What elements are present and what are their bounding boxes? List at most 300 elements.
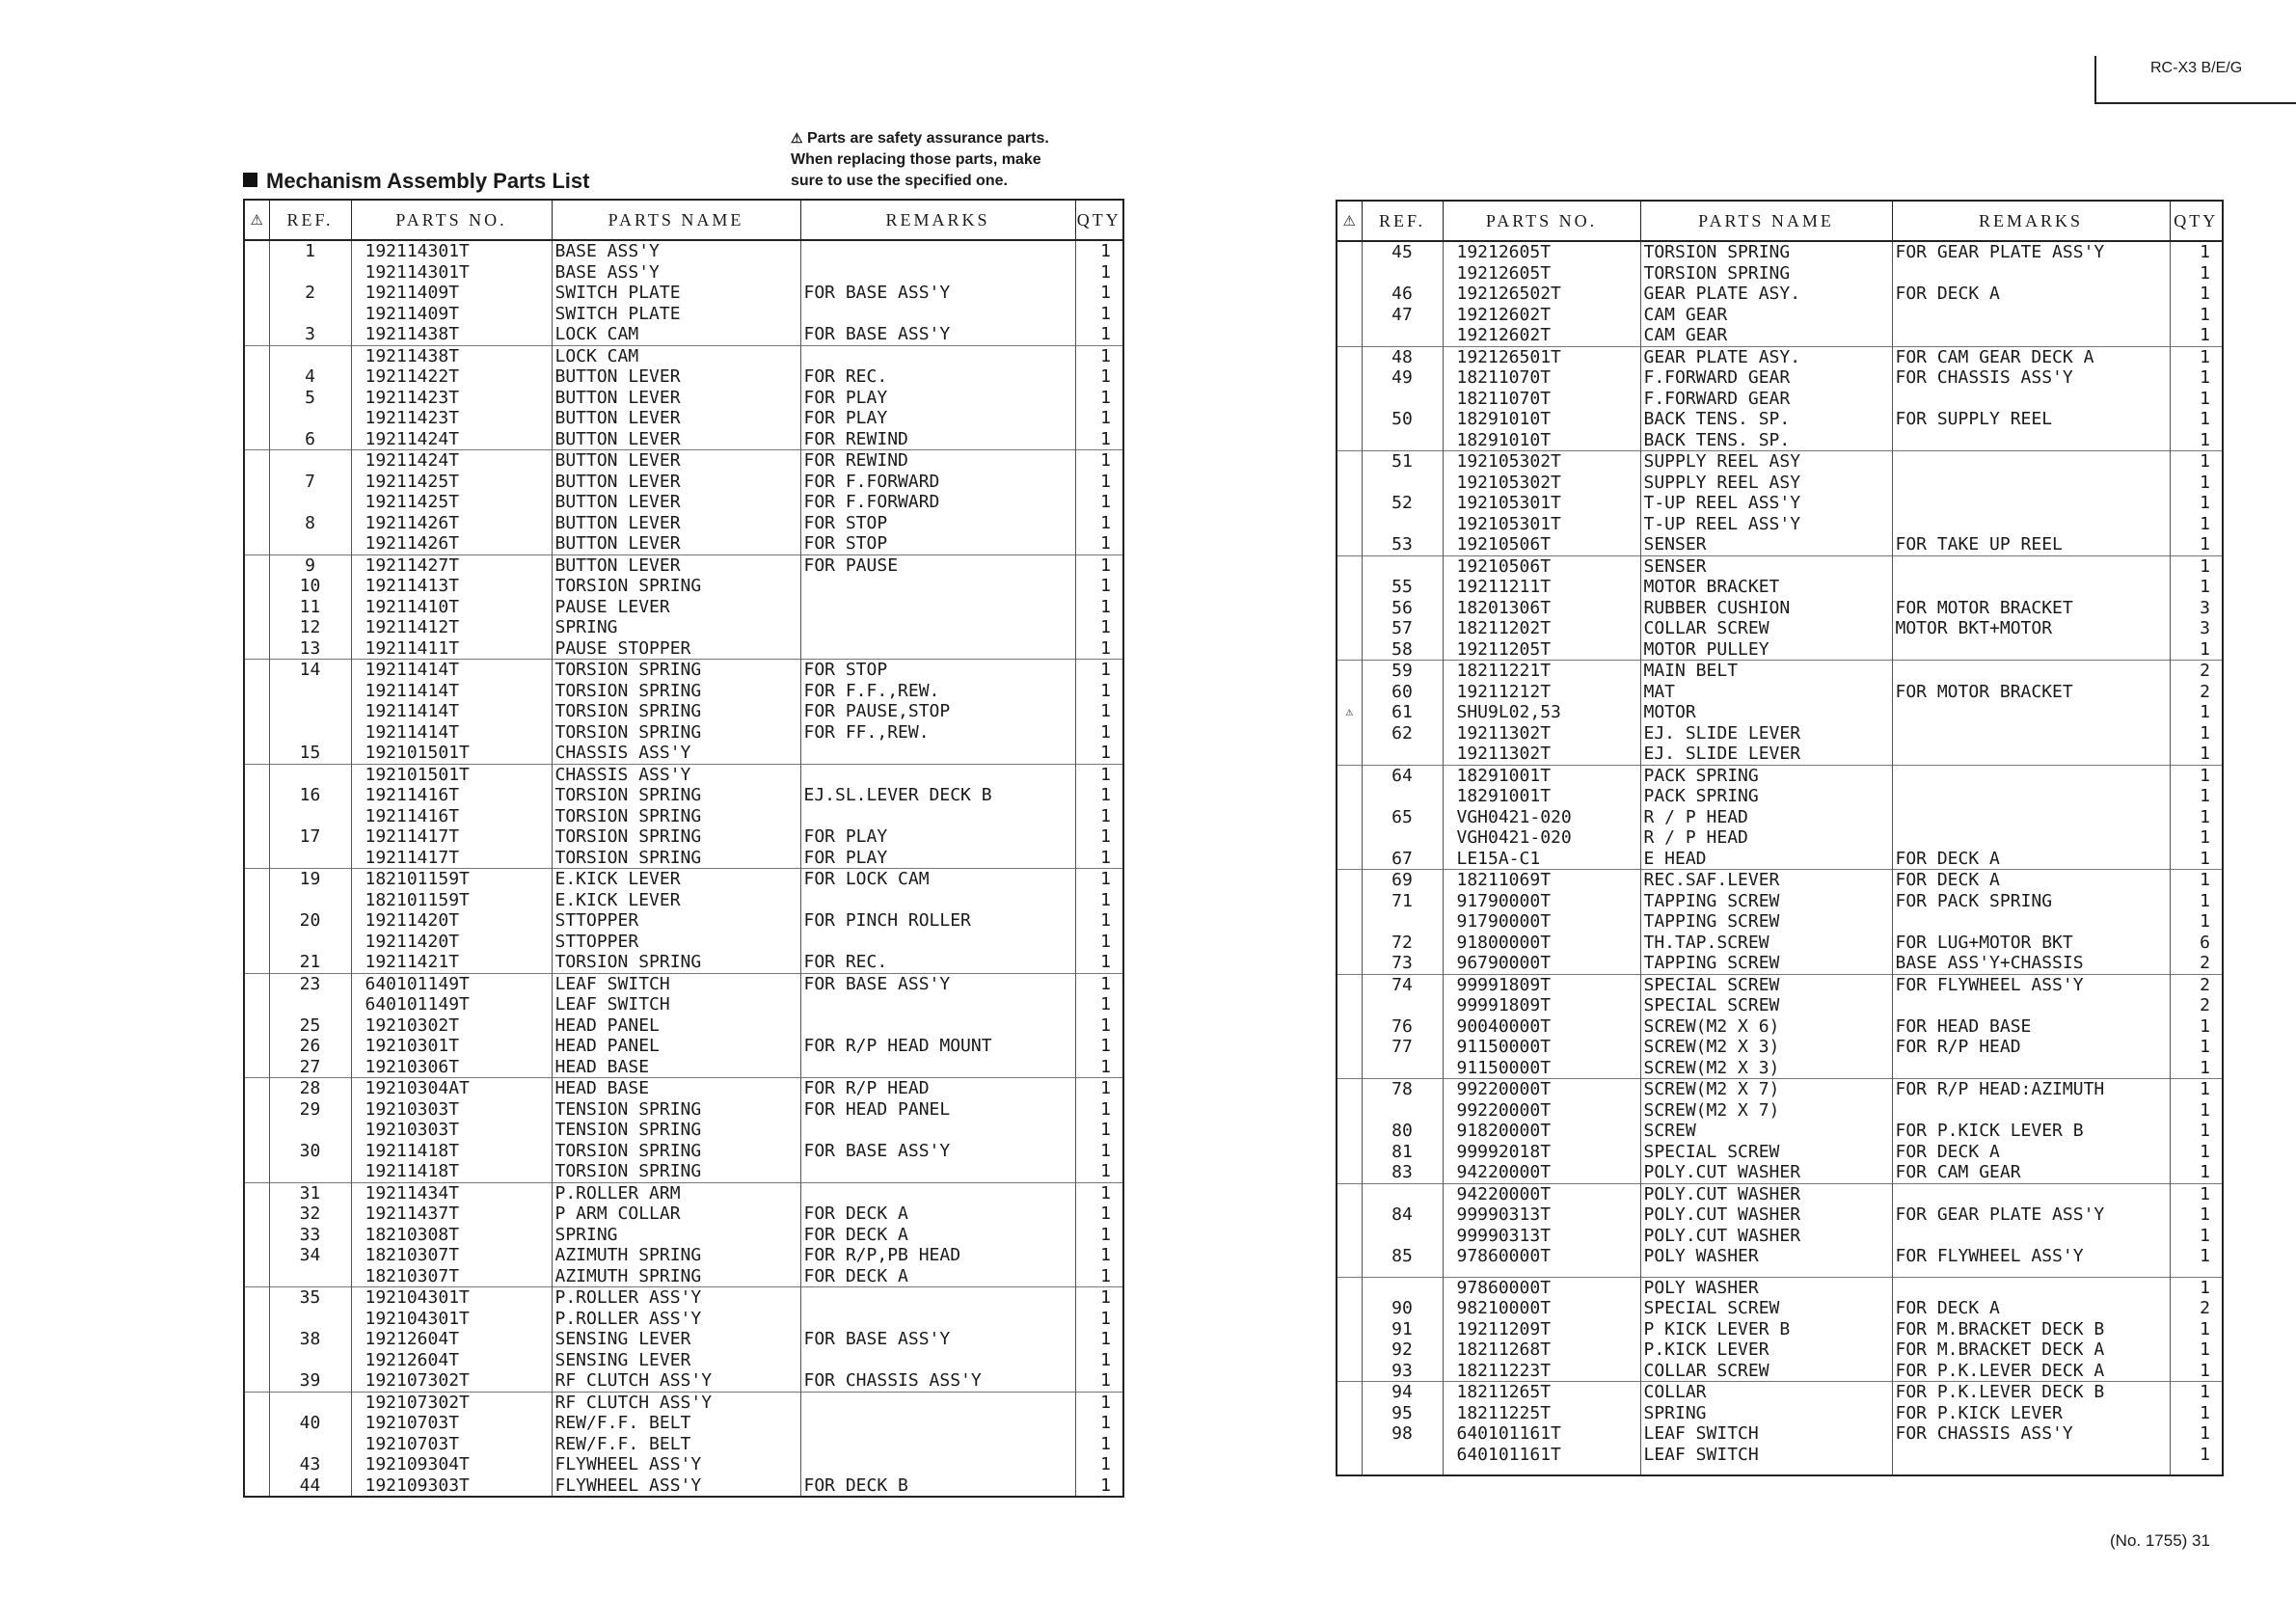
qty-cell: 1 [2170,1142,2223,1163]
qty-cell: 1 [1075,429,1123,450]
qty-cell: 1 [1075,932,1123,953]
parts-name-cell: CHASSIS ASS'Y [552,743,800,764]
remarks-cell [1892,555,2170,577]
ref-cell: 76 [1362,1016,1443,1038]
warning-cell [1337,786,1362,807]
ref-cell: 34 [269,1245,351,1266]
parts-no-cell: 192107302T [351,1392,552,1413]
table-row [1337,661,2223,682]
remarks-cell: FOR MOTOR BRACKET [1892,598,2170,619]
parts-no-cell: 19211414T [351,660,552,681]
ref-cell [269,848,351,869]
table-row [1337,430,2223,451]
qty-cell: 1 [1075,345,1123,366]
spacer-cell [1892,1267,2170,1278]
qty-cell: 1 [2170,534,2223,555]
parts-no-cell: 192105301T [1443,514,1640,535]
remarks-cell [800,1161,1075,1182]
table-row [1337,995,2223,1016]
parts-no-cell: 182101159T [351,869,552,890]
section-title-text: Mechanism Assembly Parts List [266,169,590,193]
table-row [1337,827,2223,849]
qty-cell: 1 [2170,702,2223,723]
parts-no-cell: 19211420T [351,910,552,932]
warning-cell [1337,430,1362,451]
parts-no-cell: 19211438T [351,324,552,345]
parts-no-cell: 19210302T [351,1015,552,1037]
parts-no-cell: 192107302T [351,1370,552,1392]
parts-no-cell: 97860000T [1443,1246,1640,1267]
parts-name-cell: F.FORWARD GEAR [1640,367,1892,389]
parts-name-cell: TORSION SPRING [552,701,800,722]
remarks-cell: FOR R/P HEAD:AZIMUTH [1892,1079,2170,1100]
warning-cell [244,1078,269,1099]
parts-name-cell: CHASSIS ASS'Y [552,764,800,785]
qty-cell: 1 [2170,473,2223,494]
qty-cell: 3 [2170,598,2223,619]
ref-cell: 48 [1362,346,1443,367]
parts-name-cell: BACK TENS. SP. [1640,430,1892,451]
remarks-cell [1892,263,2170,284]
qty-cell: 1 [1075,576,1123,597]
remarks-cell: FOR FLYWHEEL ASS'Y [1892,974,2170,995]
qty-cell: 1 [1075,869,1123,890]
parts-no-cell: 192126501T [1443,346,1640,367]
table-row [244,1392,1123,1413]
qty-cell: 1 [2170,786,2223,807]
parts-no-cell: 192104301T [351,1287,552,1309]
warning-cell [1337,1226,1362,1247]
table-row [244,533,1123,555]
qty-cell: 2 [2170,1298,2223,1319]
ref-cell: 1 [269,240,351,262]
table-row [244,1204,1123,1225]
remarks-cell [1892,514,2170,535]
remarks-cell [1892,473,2170,494]
spacer-cell [2170,1267,2223,1278]
table-row [244,660,1123,681]
ref-cell [1362,514,1443,535]
qty-cell: 2 [2170,661,2223,682]
remarks-cell: FOR F.F.,REW. [800,681,1075,702]
ref-cell: 83 [1362,1162,1443,1183]
ref-cell [1362,263,1443,284]
col-ref-header: REF. [269,200,351,240]
parts-name-cell: BASE ASS'Y [552,240,800,262]
remarks-cell: FOR CHASSIS ASS'Y [1892,1423,2170,1445]
parts-no-cell: 19211418T [351,1141,552,1162]
parts-no-cell: 18211070T [1443,367,1640,389]
parts-name-cell: SCREW(M2 X 7) [1640,1079,1892,1100]
qty-cell: 1 [1075,408,1123,429]
remarks-cell: FOR PINCH ROLLER [800,910,1075,932]
parts-name-cell: MOTOR PULLEY [1640,639,1892,661]
table-row [1337,1079,2223,1100]
table-row [1337,1162,2223,1183]
parts-table-right-body [1337,241,2223,1475]
col-warning-header: ⚠ [1337,201,1362,241]
spacer-cell [1337,1465,1362,1475]
remarks-cell [1892,1058,2170,1079]
remarks-cell: FOR FF.,REW. [800,722,1075,744]
parts-no-cell: 19211212T [1443,682,1640,703]
ref-cell: 67 [1362,849,1443,870]
parts-name-cell: SENSER [1640,534,1892,555]
ref-cell: 4 [269,366,351,388]
warning-cell [1337,765,1362,786]
ref-cell [269,492,351,513]
parts-no-cell: 91820000T [1443,1121,1640,1142]
parts-name-cell: TENSION SPRING [552,1099,800,1121]
parts-name-cell: LEAF SWITCH [1640,1423,1892,1445]
parts-no-cell: 99991809T [1443,995,1640,1016]
warning-cell [1337,618,1362,639]
ref-cell [1362,827,1443,849]
remarks-cell: FOR REWIND [800,429,1075,450]
remarks-cell [1892,639,2170,661]
ref-cell: 40 [269,1413,351,1434]
warning-cell [244,1182,269,1204]
warning-cell [1337,1037,1362,1058]
remarks-cell: FOR BASE ASS'Y [800,1329,1075,1350]
remarks-cell [800,304,1075,325]
parts-no-cell: 18210307T [351,1266,552,1287]
parts-no-cell: 19211412T [351,617,552,638]
remarks-cell: FOR R/P HEAD MOUNT [800,1036,1075,1057]
table-row [1337,618,2223,639]
parts-no-cell: 91800000T [1443,933,1640,954]
parts-name-cell: POLY.CUT WASHER [1640,1183,1892,1204]
table-row [1337,744,2223,765]
parts-name-cell: PACK SPRING [1640,765,1892,786]
ref-cell: 77 [1362,1037,1443,1058]
qty-cell: 1 [1075,1141,1123,1162]
parts-name-cell: POLY.CUT WASHER [1640,1162,1892,1183]
parts-name-cell: POLY WASHER [1640,1277,1892,1298]
qty-cell: 1 [1075,826,1123,848]
qty-cell: 1 [1075,722,1123,744]
warning-cell [1337,1339,1362,1361]
remarks-cell: FOR PAUSE [800,555,1075,576]
parts-no-cell: 19211414T [351,681,552,702]
parts-name-cell: MAT [1640,682,1892,703]
parts-name-cell: BUTTON LEVER [552,408,800,429]
table-row [244,345,1123,366]
remarks-cell: FOR PLAY [800,848,1075,869]
remarks-cell [1892,911,2170,933]
parts-no-cell: 640101161T [1443,1423,1640,1445]
table-row [1337,1277,2223,1298]
table-row [244,1475,1123,1498]
qty-cell: 1 [1075,764,1123,785]
qty-cell: 1 [2170,1100,2223,1122]
ref-cell [1362,786,1443,807]
warning-cell [1337,849,1362,870]
warning-cell [244,1350,269,1371]
table-row [244,240,1123,262]
ref-cell: 32 [269,1204,351,1225]
table-row [244,910,1123,932]
remarks-cell [1892,744,2170,765]
header-rule-vertical [2094,56,2096,104]
table-row [1337,702,2223,723]
remarks-cell [1892,1100,2170,1122]
warning-cell [244,1370,269,1392]
ref-cell: 62 [1362,723,1443,744]
parts-name-cell: PACK SPRING [1640,786,1892,807]
remarks-cell: FOR GEAR PLATE ASS'Y [1892,241,2170,263]
ref-cell: 44 [269,1475,351,1498]
table-row [1337,1016,2223,1038]
warning-cell [244,848,269,869]
table-row [244,1413,1123,1434]
qty-cell: 1 [1075,1309,1123,1330]
ref-cell: 13 [269,638,351,660]
remarks-cell [1892,305,2170,326]
warning-cell [244,345,269,366]
ref-cell: 69 [1362,870,1443,891]
ref-cell: 94 [1362,1382,1443,1403]
table-row [1337,765,2223,786]
parts-name-cell: RF CLUTCH ASS'Y [552,1370,800,1392]
safety-note [791,127,1109,192]
parts-no-cell: 19211417T [351,848,552,869]
warning-cell [1337,534,1362,555]
warning-cell [244,973,269,994]
parts-name-cell: GEAR PLATE ASY. [1640,284,1892,305]
ref-cell: 71 [1362,891,1443,912]
parts-no-cell: 19210301T [351,1036,552,1057]
ref-cell: 80 [1362,1121,1443,1142]
col-parts-name-header: PARTS NAME [552,200,800,240]
qty-cell: 1 [2170,1361,2223,1382]
qty-cell: 1 [1075,701,1123,722]
warning-cell [1337,325,1362,346]
table-row [1337,1382,2223,1403]
table-row [244,388,1123,409]
remarks-cell: MOTOR BKT+MOTOR [1892,618,2170,639]
parts-name-cell: TORSION SPRING [552,1141,800,1162]
ref-cell: 55 [1362,577,1443,598]
parts-no-cell: 19211426T [351,533,552,555]
ref-cell: 95 [1362,1403,1443,1424]
parts-name-cell: TORSION SPRING [552,806,800,827]
warning-cell [1337,1142,1362,1163]
parts-no-cell: 19210304AT [351,1078,552,1099]
remarks-cell: FOR R/P HEAD [800,1078,1075,1099]
parts-name-cell: R / P HEAD [1640,827,1892,849]
parts-name-cell: BACK TENS. SP. [1640,409,1892,430]
table-row [244,1057,1123,1078]
ref-cell: 33 [269,1225,351,1246]
ref-cell: 26 [269,1036,351,1057]
remarks-cell: FOR F.FORWARD [800,492,1075,513]
warning-cell [244,429,269,450]
warning-cell [244,1392,269,1413]
table-row [1337,870,2223,891]
qty-cell: 1 [2170,807,2223,828]
qty-cell: 1 [2170,263,2223,284]
qty-cell: 1 [2170,1277,2223,1298]
qty-cell: 1 [2170,1121,2223,1142]
qty-cell: 1 [2170,870,2223,891]
ref-cell [269,764,351,785]
parts-no-cell: 19211418T [351,1161,552,1182]
warning-cell [1337,933,1362,954]
parts-no-cell: 192104301T [351,1309,552,1330]
qty-cell: 1 [1075,388,1123,409]
warning-cell [1337,891,1362,912]
warning-cell [244,826,269,848]
parts-name-cell: PAUSE LEVER [552,597,800,618]
remarks-cell: FOR REC. [800,952,1075,973]
table-row [244,1078,1123,1099]
parts-name-cell: BUTTON LEVER [552,472,800,493]
parts-name-cell: LOCK CAM [552,345,800,366]
table-row [244,932,1123,953]
ref-cell: 78 [1362,1079,1443,1100]
parts-name-cell: TORSION SPRING [552,826,800,848]
table-row [244,1370,1123,1392]
ref-cell [1362,744,1443,765]
parts-name-cell: P KICK LEVER B [1640,1319,1892,1340]
qty-cell: 1 [1075,304,1123,325]
table-row [244,826,1123,848]
qty-cell: 1 [2170,723,2223,744]
warning-cell [1337,367,1362,389]
ref-cell: 52 [1362,493,1443,514]
parts-no-cell: 19211302T [1443,744,1640,765]
remarks-cell: FOR PLAY [800,826,1075,848]
ref-cell: 73 [1362,953,1443,974]
remarks-cell: FOR P.KICK LEVER B [1892,1121,2170,1142]
ref-cell: 60 [1362,682,1443,703]
qty-cell: 1 [2170,1226,2223,1247]
qty-cell: 1 [2170,493,2223,514]
warning-cell [244,597,269,618]
parts-no-cell: 19211416T [351,785,552,806]
safety-note-line-3: sure to use the specified one. [791,173,1008,189]
parts-name-cell: E.KICK LEVER [552,890,800,911]
table-row [1337,241,2223,263]
warning-cell [244,533,269,555]
warning-cell [244,869,269,890]
parts-name-cell: LEAF SWITCH [552,994,800,1015]
qty-cell: 1 [2170,1183,2223,1204]
warning-cell [1337,451,1362,473]
table-row [244,1182,1123,1204]
table-row [1337,346,2223,367]
table-row [244,806,1123,827]
parts-no-cell: 19211438T [351,345,552,366]
qty-cell: 2 [2170,995,2223,1016]
parts-no-cell: 19211427T [351,555,552,576]
parts-no-cell: 19211425T [351,472,552,493]
parts-no-cell: 640101149T [351,994,552,1015]
warning-cell [1337,639,1362,661]
parts-name-cell: TH.TAP.SCREW [1640,933,1892,954]
parts-name-cell: TORSION SPRING [552,785,800,806]
ref-cell [269,994,351,1015]
parts-name-cell: BUTTON LEVER [552,533,800,555]
warning-cell [1337,995,1362,1016]
parts-no-cell: 18211268T [1443,1339,1640,1361]
parts-no-cell: 19211426T [351,513,552,534]
warning-cell [1337,807,1362,828]
parts-no-cell: 19211424T [351,450,552,472]
remarks-cell: FOR PLAY [800,408,1075,429]
warning-cell [1337,1079,1362,1100]
qty-cell: 1 [1075,952,1123,973]
warning-cell [244,806,269,827]
warning-cell [244,388,269,409]
parts-name-cell: EJ. SLIDE LEVER [1640,723,1892,744]
col-parts-no-header: PARTS NO. [1443,201,1640,241]
table-row [244,1141,1123,1162]
warning-cell [244,743,269,764]
ref-cell: 65 [1362,807,1443,828]
parts-name-cell: SUPPLY REEL ASY [1640,473,1892,494]
parts-no-cell: 94220000T [1443,1162,1640,1183]
parts-name-cell: TENSION SPRING [552,1120,800,1141]
parts-no-cell: 18201306T [1443,598,1640,619]
qty-cell: 1 [2170,1423,2223,1445]
qty-cell: 1 [1075,994,1123,1015]
col-remarks-header: REMARKS [1892,201,2170,241]
parts-name-cell: BUTTON LEVER [552,492,800,513]
qty-cell: 3 [2170,618,2223,639]
table-row [1337,325,2223,346]
ref-cell: 57 [1362,618,1443,639]
warning-cell [244,1287,269,1309]
qty-cell: 1 [1075,1454,1123,1475]
qty-cell: 1 [1075,1078,1123,1099]
ref-cell: 12 [269,617,351,638]
warning-cell [244,910,269,932]
qty-cell: 1 [2170,305,2223,326]
remarks-cell [1892,1277,2170,1298]
table-row [1337,911,2223,933]
qty-cell: 1 [2170,891,2223,912]
qty-cell: 1 [1075,638,1123,660]
remarks-cell [1892,807,2170,828]
remarks-cell: FOR M.BRACKET DECK A [1892,1339,2170,1361]
parts-no-cell: 19212605T [1443,241,1640,263]
ref-cell [269,932,351,953]
parts-name-cell: SENSING LEVER [552,1350,800,1371]
parts-name-cell: E HEAD [1640,849,1892,870]
ref-cell: 6 [269,429,351,450]
parts-name-cell: T-UP REEL ASS'Y [1640,514,1892,535]
table-row [244,1015,1123,1037]
warning-triangle-icon: ⚠ [791,130,803,146]
remarks-cell: FOR HEAD BASE [1892,1016,2170,1038]
qty-cell: 6 [2170,933,2223,954]
warning-cell [1337,723,1362,744]
remarks-cell [800,1309,1075,1330]
parts-name-cell: REW/F.F. BELT [552,1434,800,1455]
remarks-cell: FOR R/P HEAD [1892,1037,2170,1058]
ref-cell: 91 [1362,1319,1443,1340]
parts-name-cell: F.FORWARD GEAR [1640,389,1892,410]
parts-name-cell: BUTTON LEVER [552,513,800,534]
parts-no-cell: 18210308T [351,1225,552,1246]
warning-cell [1337,682,1362,703]
warning-cell [244,1015,269,1037]
table-row [244,1434,1123,1455]
qty-cell: 1 [2170,389,2223,410]
qty-cell: 1 [1075,240,1123,262]
